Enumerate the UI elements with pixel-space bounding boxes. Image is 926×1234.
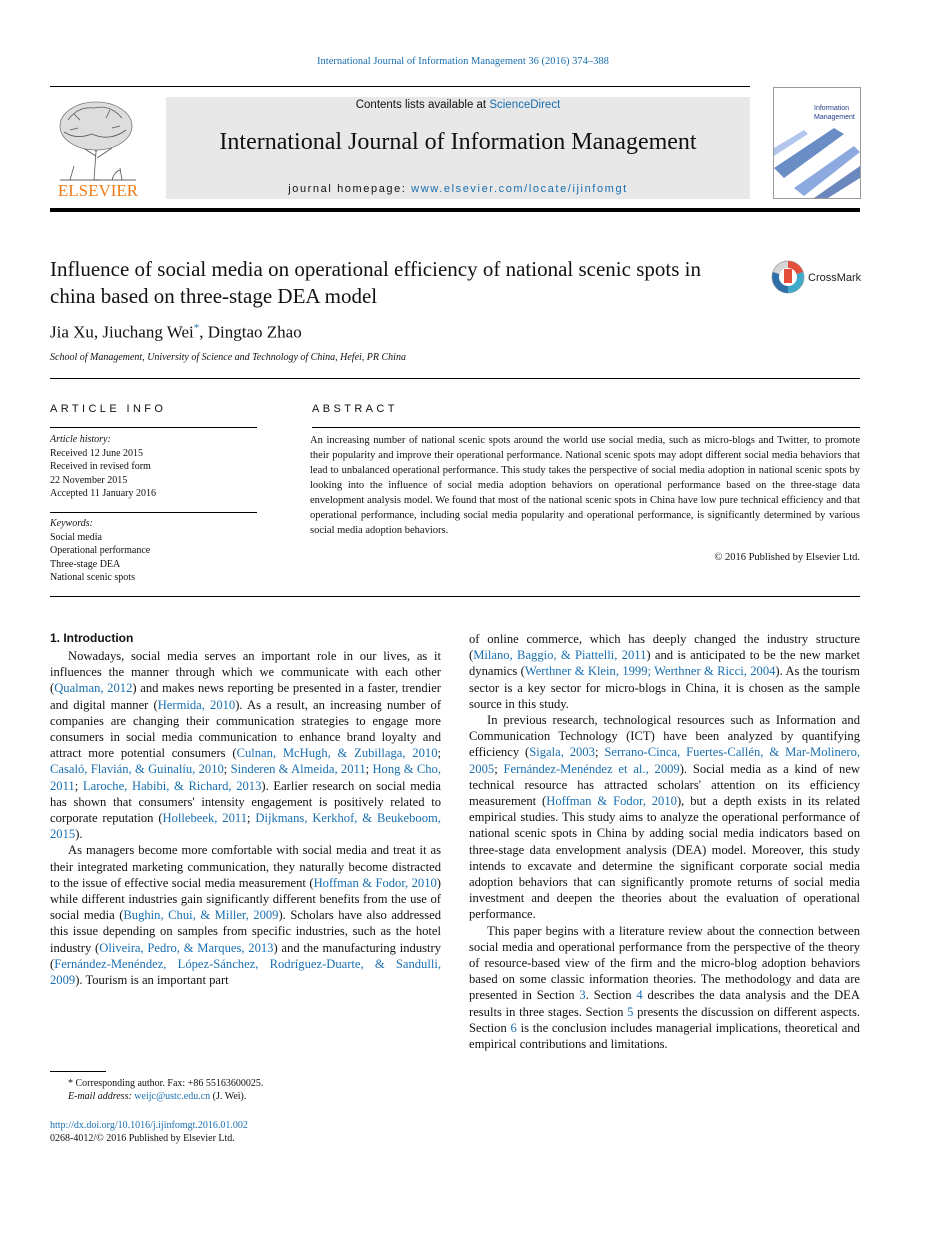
citation-link[interactable]: Bughin, Chui, & Miller, 2009 — [123, 908, 279, 923]
citation-link[interactable]: Fernández-Menéndez et al., 2009 — [503, 761, 680, 776]
section-link[interactable]: 6 — [510, 1020, 517, 1035]
journal-cover-thumbnail[interactable] — [773, 87, 861, 199]
elsevier-logo — [50, 96, 146, 200]
sciencedirect-link[interactable]: ScienceDirect — [489, 99, 561, 111]
doi-block — [50, 1119, 248, 1145]
footnote — [50, 1077, 441, 1103]
section-link[interactable]: 4 — [636, 988, 643, 1003]
homepage-line: journal homepage: www.elsevier.com/locate/ijinfomgt — [288, 183, 628, 195]
article-info-heading: ARTICLE INFO — [50, 403, 167, 415]
crossmark-badge[interactable] — [770, 258, 862, 296]
history-item: 22 November 2015 — [50, 474, 128, 486]
citation-link[interactable]: Milano, Baggio, & Piattelli, 2011 — [473, 648, 647, 663]
svg-text:ELSEVIER: ELSEVIER — [57, 181, 139, 200]
authors: Jia Xu, Jiuchang Wei*, Dingtao Zhao — [50, 322, 302, 342]
citation-link[interactable]: Dijkmans, Kerkhof, & Beukeboom, 2015 — [50, 811, 441, 842]
header-thick-rule — [50, 208, 860, 212]
affiliation: School of Management, University of Science and Technology of China, Hefei, PR China — [50, 352, 406, 363]
citation-link[interactable]: Hoffman & Fodor, 2010 — [313, 875, 437, 890]
citation-link[interactable]: Culnan, McHugh, & Zubillaga, 2010 — [236, 746, 438, 761]
paragraph: As managers become more comfortable with social media and treat it as their integrated marketing communication, they naturally become distracted to the issue of effective social media measurement (Hoffman & Fodor, 2010) while different industries gain significantly different benefits from the use of social media (Bughin, Chui, & Miller, 2009). Scholars have also addressed this issue depending on samples from specific industries, such as the hotel industry (Oliveira, Pedro, & Marques, 2013) and the manufacturing industry (Fernández-Menéndez, López-Sánchez, Rodríguez-Duarte, & Sandulli, 2009). Tourism is an important part — [50, 843, 442, 988]
article-title: Influence of social media on operational efficiency of national scenic spots in china based on three-stage DEA model — [50, 257, 701, 308]
section-heading-introduction: 1. Introduction — [50, 631, 134, 645]
body-column-left — [50, 648, 441, 988]
citation-link[interactable]: Serrano-Cinca, Fuertes-Callén, & Mar-Molinero, 2005 — [469, 745, 861, 776]
citation-link[interactable]: Hollebeek, 2011 — [162, 811, 247, 826]
paragraph-continued: ). Tourism is an important part — [75, 973, 229, 988]
history-item: Received 12 June 2015 — [50, 447, 144, 459]
corresponding-author-mark[interactable]: * — [193, 322, 200, 334]
paragraph: In previous research, technological resources such as Information and Communication Technology (ICT) have been analyzed by quantifying efficiency (Sigala, 2003; Serrano-Cinca, Fuertes-Callén, & Mar-Molinero, 2005; Fernández-Menéndez et al., 2009). Social media as a kind of new technical resource has attracted scholars' attention on its efficiency measurement (Hoffman & Fodor, 2010), but a depth exists in its related empirical studies. This study aims to analyze the operational performance of national scenic spots in China by adding social media indicators based on three-stage data envelopment analysis (DEA) model. Moreover, this study intends to excavate and determine the significant corporate social media adoption behaviors that can significantly promote returns of social media investment and deepen the theories about the evaluation of operational performance. — [469, 713, 861, 922]
citation-link[interactable]: Sigala, 2003 — [529, 745, 595, 760]
journal-banner — [166, 97, 750, 199]
citation-link[interactable]: Qualman, 2012 — [54, 681, 133, 696]
citation-link[interactable]: Fernández-Menéndez, López-Sánchez, Rodríguez-Duarte, & Sandulli, 2009 — [50, 956, 441, 988]
citation-link[interactable]: Hong & Cho, 2011 — [50, 762, 441, 793]
cover-art-icon — [774, 88, 860, 198]
history-item: Accepted 11 January 2016 — [50, 488, 156, 499]
divider — [50, 378, 860, 379]
abstract-copyright: © 2016 Published by Elsevier Ltd. — [714, 552, 860, 563]
footnote-rule — [50, 1071, 106, 1072]
section-link[interactable]: 5 — [627, 1004, 634, 1019]
keyword: Three-stage DEA — [50, 558, 121, 570]
paragraph: Nowadays, social media serves an important role in our lives, as it influences the manner through which we communicate with each other (Qualman, 2012) and makes news reporting be presented in a faster, trendier and digital manner (Hermida, 2010). As a result, an increasing number of companies are changing their communication strategies to engage more consumers in social media communication to enhance brand loyalty and attract more potential consumers (Culnan, McHugh, & Zubillaga, 2010; Casaló, Flavián, & Guinalíu, 2010; Sinderen & Almeida, 2011; Hong & Cho, 2011; Laroche, Habibi, & Richard, 2013). Earlier research on social media has shown that consumers' intensity engagement is positively related to corporate reputation (Hollebeek, 2011; Dijkmans, Kerkhof, & Beukeboom, 2015). — [50, 649, 442, 842]
abstract-heading: ABSTRACT — [312, 403, 398, 415]
citation-link[interactable]: Laroche, Habibi, & Richard, 2013 — [82, 778, 262, 793]
citation-link[interactable]: Sinderen & Almeida, 2011 — [230, 762, 366, 777]
keywords-label: Keywords: — [50, 518, 93, 529]
issn-line: 0268-4012/© 2016 Published by Elsevier Ltd. — [50, 1133, 235, 1144]
corresponding-author-note: * Corresponding author. Fax: +86 55163600025. — [68, 1078, 264, 1089]
journal-reference-link[interactable]: International Journal of Information Management 36 (2016) 374–388 — [317, 56, 609, 67]
citation-link[interactable]: Hoffman & Fodor, 2010 — [546, 794, 677, 809]
journal-title: International Journal of Information Management — [219, 129, 697, 155]
keyword: Social media — [50, 531, 102, 543]
keyword: National scenic spots — [50, 572, 135, 583]
keyword: Operational performance — [50, 545, 151, 556]
abstract-text: An increasing number of national scenic spots around the world use social media, such as micro-blogs and Twitter, to promote their popularity and improve their operational performance. National scenic spots may adopt different social media behaviors that lead to unbalanced operational performance. This study takes the perspective of social media adoption in national scenic spots by looking into the influence of social media adoption behaviors on operational performance based on the three-stage data envelopment analysis model. We found that most of the national scenic spots in China have low pure technical efficiency and that operational performance, including social media popularity and operational performance, is significantly determined by various social media adoption behaviors. — [310, 435, 860, 536]
article-history — [50, 433, 257, 501]
divider — [312, 427, 860, 428]
crossmark-icon — [770, 258, 862, 296]
citation-link[interactable]: Werthner & Klein, 1999; Werthner & Ricci, 2004 — [524, 664, 776, 679]
contents-line: Contents lists available at ScienceDirect — [355, 99, 561, 111]
keywords — [50, 517, 257, 585]
paragraph: This paper begins with a literature review about the connection between social media and operational performance from the perspective of the theory of resource-based view of the firm and the micro-blog adoption behaviors based on some classic information theories. The methodology and data are presented in Section 3. Section 4 describes the data analysis and the DEA results in three stages. Section 5 presents the discussion on different aspects. Section 6 is the conclusion includes managerial implications, theoretical and empirical contributions and limitations. — [469, 923, 860, 1052]
paragraph-continued: of online commerce, which has deeply changed the industry structure ( — [469, 632, 860, 663]
history-item: Received in revised form — [50, 461, 151, 472]
divider — [50, 596, 860, 597]
svg-text:CrossMark: CrossMark — [808, 272, 862, 284]
elsevier-tree-icon — [50, 96, 146, 200]
svg-text:Information: Information — [814, 105, 850, 112]
email-link[interactable]: weijc@ustc.edu.cn — [134, 1091, 211, 1102]
email-note: E-mail address: weijc@ustc.edu.cn (J. Wei). — [68, 1091, 247, 1102]
divider — [50, 427, 257, 428]
paragraph: of online commerce, which has deeply changed the industry structure (Milano, Baggio, & Piattelli, 2011) and is anticipated to be the new market dynamics (Werthner & Klein, 1999; Werthner & Ricci, 2004). As the tourism sector is a key sector for micro-blogs in China, it is chosen as the sample source in this study. — [469, 632, 860, 711]
history-label: Article history: — [50, 434, 111, 445]
doi-link[interactable]: http://dx.doi.org/10.1016/j.ijinfomgt.2016.01.002 — [50, 1120, 248, 1131]
divider — [50, 512, 257, 513]
svg-text:Management: Management — [814, 114, 855, 121]
section-link[interactable]: 3 — [579, 988, 586, 1003]
citation-link[interactable]: Hermida, 2010 — [157, 697, 236, 712]
citation-link[interactable]: Oliveira, Pedro, & Marques, 2013 — [99, 940, 274, 955]
homepage-link[interactable]: www.elsevier.com/locate/ijinfomgt — [411, 183, 628, 195]
header-rule — [50, 86, 750, 87]
citation-link[interactable]: Casaló, Flavián, & Guinalíu, 2010 — [50, 762, 224, 777]
body-column-right — [469, 631, 860, 1052]
